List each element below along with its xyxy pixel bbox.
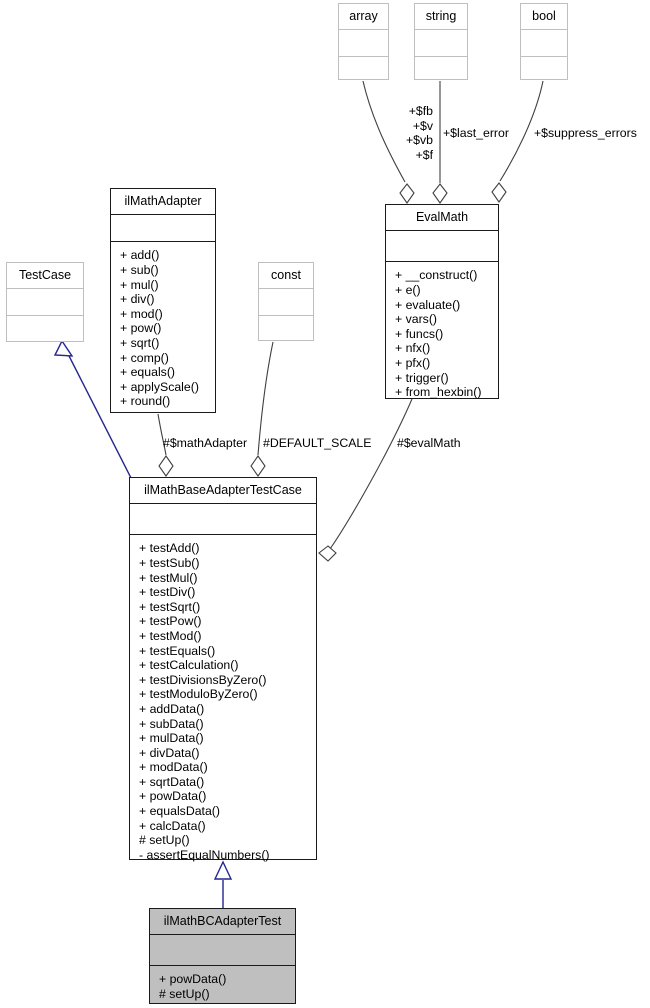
operation-item: + equals(): [120, 365, 176, 380]
operation-item: + add(): [120, 248, 160, 263]
operation-item: + pfx(): [395, 355, 431, 370]
operation-item: # setUp(): [139, 833, 190, 848]
class-title-bool: bool: [532, 9, 556, 23]
operation-item: + testPow(): [139, 614, 202, 629]
class-operations-bool: [521, 56, 567, 79]
operation-item: + testAdd(): [139, 541, 200, 556]
operation-item: + trigger(): [395, 370, 449, 385]
operation-item: + modData(): [139, 760, 208, 775]
operation-item: + div(): [120, 292, 155, 307]
class-operations-ilmathadapter: [111, 241, 215, 415]
aggregation-diamond-string: [433, 184, 447, 203]
class-title-ilmathbaseadaptertestcase: ilMathBaseAdapterTestCase: [144, 483, 302, 497]
operation-item: + powData(): [159, 972, 227, 987]
aggregation-diamond-evalmath: [319, 546, 336, 561]
inheritance-arrowhead-testcase: [55, 341, 72, 356]
class-title-array: array: [349, 9, 378, 23]
class-attributes-evalmath: [386, 230, 498, 261]
class-operations-array: [339, 56, 388, 79]
operation-item: + testMul(): [139, 570, 198, 585]
class-attributes-ilmathadapter: [111, 214, 215, 241]
class-title-ilmathbcadaptertest: ilMathBCAdapterTest: [163, 914, 282, 928]
class-title-ilmathadapter: ilMathAdapter: [124, 194, 202, 208]
operation-item: + calcData(): [139, 818, 206, 833]
edge-label-array-to-evalmath: +$fb +$v +$vb +$f: [405, 104, 433, 162]
class-attributes-ilmathbcadaptertest: [150, 934, 295, 965]
class-box-evalmath[interactable]: [385, 204, 499, 399]
operation-item: + from_hexbin(): [395, 385, 482, 400]
class-box-array[interactable]: [338, 3, 389, 80]
operation-item: + nfx(): [395, 341, 431, 356]
class-operations-ilmathbaseadaptertestcase: [130, 534, 316, 868]
operation-item: + testModuloByZero(): [139, 687, 258, 702]
operation-item: # setUp(): [159, 986, 210, 1001]
class-operations-string: [415, 56, 467, 79]
operation-item: + testEquals(): [139, 643, 216, 658]
edge-label-ilmathadapter-to-testcaseclass: #$mathAdapter: [163, 436, 248, 450]
class-title-const: const: [271, 268, 301, 282]
aggregation-diamond-mathadapter: [159, 456, 173, 476]
class-box-const[interactable]: [258, 262, 314, 341]
operation-item: + equalsData(): [139, 804, 220, 819]
class-operations-testcase: [7, 315, 83, 341]
operation-item: + addData(): [139, 701, 205, 716]
operation-item: + mulData(): [139, 731, 204, 746]
operation-item: + testSub(): [139, 555, 200, 570]
operation-item: + sqrtData(): [139, 774, 205, 789]
operation-item: + __construct(): [395, 268, 478, 283]
edge-label-string-to-evalmath: +$last_error: [443, 126, 509, 140]
aggregation-diamond-array: [400, 184, 414, 203]
operation-item: + powData(): [139, 789, 207, 804]
class-box-string[interactable]: [414, 3, 468, 80]
class-box-ilmathadapter[interactable]: [110, 188, 216, 413]
operation-item: + testDiv(): [139, 585, 196, 600]
class-operations-ilmathbcadaptertest: [150, 965, 295, 1007]
class-attributes-ilmathbaseadaptertestcase: [130, 503, 316, 534]
class-title-testcase: TestCase: [18, 268, 72, 282]
class-attributes-const: [259, 288, 313, 315]
operation-item: + round(): [120, 394, 171, 409]
operation-item: + comp(): [120, 350, 169, 365]
operation-item: + testSqrt(): [139, 599, 201, 614]
operation-item: + divData(): [139, 745, 200, 760]
class-attributes-testcase: [7, 288, 83, 315]
class-operations-const: [259, 315, 313, 340]
class-box-testcase[interactable]: [6, 262, 84, 342]
class-title-string: string: [425, 9, 457, 23]
operation-item: + testCalculation(): [139, 658, 239, 673]
operation-item: + pow(): [120, 321, 162, 336]
class-attributes-bool: [521, 29, 567, 56]
operation-item: + applyScale(): [120, 379, 199, 394]
operation-item: + testMod(): [139, 628, 202, 643]
operation-item: + sub(): [120, 262, 159, 277]
class-operations-evalmath: [386, 261, 498, 405]
class-title-evalmath: EvalMath: [415, 210, 469, 224]
operation-item: + testDivisionsByZero(): [139, 672, 267, 687]
class-box-ilmathbaseadaptertestcase[interactable]: [129, 477, 317, 860]
class-attributes-array: [339, 29, 388, 56]
edge-label-bool-to-evalmath: +$suppress_errors: [534, 126, 637, 140]
operation-item: - assertEqualNumbers(): [139, 847, 270, 862]
aggregation-diamond-bool: [492, 183, 506, 202]
edge-label-const-to-testcaseclass: #DEFAULT_SCALE: [263, 436, 372, 450]
operation-item: + subData(): [139, 716, 204, 731]
class-box-bool[interactable]: [520, 3, 568, 80]
edge-evalmath-to-testcaseclass: [330, 399, 412, 549]
class-box-ilmathbcadaptertest[interactable]: [149, 908, 296, 1004]
operation-item: + mul(): [120, 277, 159, 292]
operation-item: + sqrt(): [120, 335, 160, 350]
operation-item: + vars(): [395, 312, 438, 327]
aggregation-diamond-defaultscale: [251, 456, 265, 476]
class-attributes-string: [415, 29, 467, 56]
operation-item: + evaluate(): [395, 297, 461, 312]
edge-label-evalmath-to-testcaseclass: #$evalMath: [397, 436, 461, 450]
operation-item: + funcs(): [395, 326, 444, 341]
operation-item: + e(): [395, 282, 421, 297]
operation-item: + mod(): [120, 306, 163, 321]
